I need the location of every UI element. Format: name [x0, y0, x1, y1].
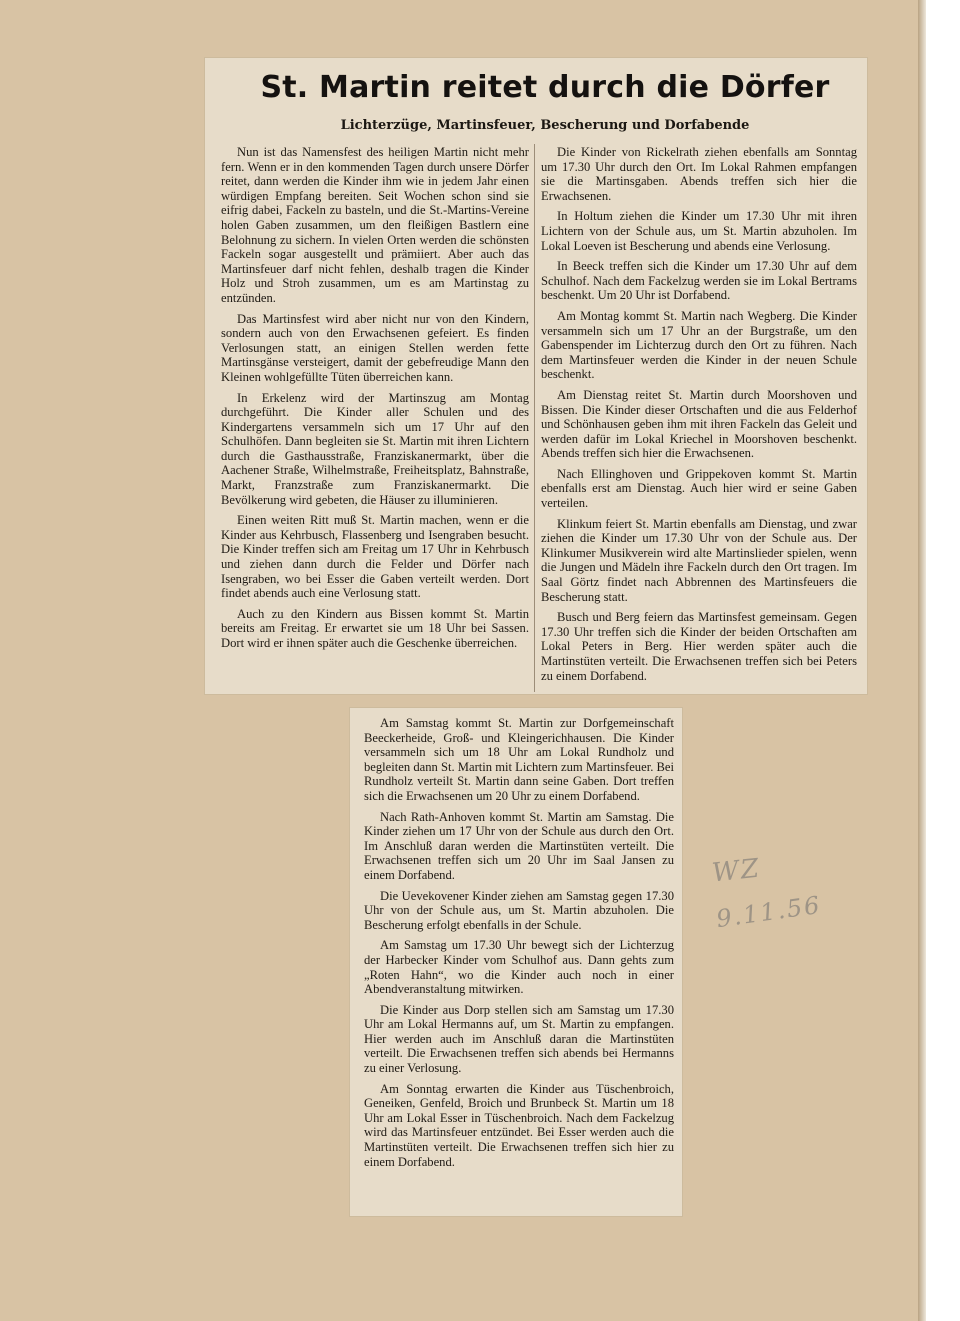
paragraph: In Beeck treffen sich die Kinder um 17.30 Uhr auf dem Schulhof. Nach dem Fackelzug werden sie im Lokal Bertrams beschenkt. Um 20 Uhr ist Dorfabend. [541, 259, 857, 303]
paragraph: Das Martinsfest wird aber nicht nur von den Kindern, sondern auch von den Erwachsenen gefeiert. Es finden Verlosungen statt, an einigen Stellen werden fette Martinsgänse versteigert, damit der gebefreudige Mann den Kleinen wohlgefüllte Tüten überreichen kann. [221, 311, 529, 384]
handwritten-date: 9.11.56 [714, 890, 824, 934]
paragraph: Am Montag kommt St. Martin nach Wegberg. Die Kinder versammeln sich um 17 Uhr an der Burgstraße, um den Gabenspender im Lichterzug durch den Ort zu führen. Nach dem Martinsfeuer werden die Kinder in der neuen Schule beschenkt. [541, 308, 857, 382]
paragraph: Nun ist das Namensfest des heiligen Martin nicht mehr fern. Wenn er in den kommenden Tagen durch unsere Dörfer reitet, dann werden die Kinder ihm wie in jedem Jahr einen würdigen Empfang bereiten. Seit Wochen schon sind sie eifrig dabei, Fackeln zu basteln, und die St.-Martins-Vereine holen Gaben zusammen, um den fleißigen Bastlern eine Belohnung zu sichern. In vielen Orten werden die schönsten Fackeln sogar ausgestellt und prämiiert. Aber auch das Martinsfeuer darf nicht fehlen, deshalb tragen die Kinder Holz und Stroh zusammen, um es am Martinstag zu entzünden. [221, 145, 529, 305]
paragraph: Auch zu den Kindern aus Bissen kommt St. Martin bereits am Freitag. Er erwartet sie um 18 Uhr bei Sassen. Dort wird er ihnen später auch die Geschenke überreichen. [221, 606, 529, 650]
handwritten-source: WZ [710, 853, 763, 889]
paragraph: Nach Ellinghoven und Grippekoven kommt St. Martin ebenfalls erst am Dienstag. Auch hier wird er seine Gaben verteilen. [541, 466, 857, 511]
paragraph: Die Uevekovener Kinder ziehen am Samstag gegen 17.30 Uhr von der Schule aus, um St. Martin abzuholen. Die Bescherung erfolgt ebenfalls in der Schule. [364, 888, 674, 932]
paragraph: In Erkelenz wird der Martinszug am Montag durchgeführt. Die Kinder aller Schulen und des Kindergartens versammeln sich um 17 Uhr auf den Schulhöfen. Dann begleiten sie St. Martin mit ihren Lichtern durch die Gasthausstraße, Franziskanermarkt, über die Aachener Straße, Wilhelmstraße, Freiheitsplatz, Bahnstraße, Markt, Franzstraße zum Franziskanermarkt. Die Bevölkerung wird gebeten, die Häuser zu illuminieren. [221, 390, 529, 507]
clipping-main [205, 58, 867, 694]
paragraph: Die Kinder von Rickelrath ziehen ebenfalls am Sonntag um 17.30 Uhr durch den Ort. Im Lokal Rahmen empfangen sie die Martinsgaben. Abends treffen sich hier die Erwachsenen. [541, 145, 857, 203]
paragraph: In Holtum ziehen die Kinder um 17.30 Uhr mit ihren Lichtern von der Schule aus, um St. Martin abzuholen. Im Lokal Loeven ist Bescherung und abends eine Verlosung. [541, 209, 857, 253]
paragraph: Die Kinder aus Dorp stellen sich am Samstag um 17.30 Uhr am Lokal Hermanns auf, um St. Martin zu empfangen. Hier werden auch im Anschluß daran die Martinstüten verteilt. Die Erwachsenen treffen sich abends bei Hermanns zu einer Verlosung. [364, 1002, 674, 1076]
clipping-continuation [350, 708, 682, 1216]
column-divider [534, 144, 535, 692]
subheadline: Lichterzüge, Martinsfeuer, Bescherung und Dorfabende [340, 118, 750, 133]
column-right [541, 145, 857, 689]
headline: St. Martin reitet durch die Dörfer [260, 70, 830, 105]
paragraph: Nach Rath-Anhoven kommt St. Martin am Samstag. Die Kinder ziehen um 17 Uhr von der Schule aus durch den Ort. Im Anschluß daran werden die Martinstüten verteilt. Die Erwachsenen treffen sich um 20 Uhr im Saal Jansen zu einem Dorfabend. [364, 809, 674, 882]
paragraph: Klinkum feiert St. Martin ebenfalls am Dienstag, und zwar ziehen die Kinder um 17.30 Uhr von der Schule aus. Der Klinkumer Musikverein wird alte Martinslieder spielen, wenn die Jungen und Mädeln ihre Fackeln durch den Ort tragen. Im Saal Görtz findet nach Abbrennen des Martinsfeuers die Bescherung statt. [541, 516, 857, 604]
paragraph: Am Samstag um 17.30 Uhr bewegt sich der Lichterzug der Harbecker Kinder vom Schulhof aus. Dann gehts zum „Roten Hahn“, wo die Kinder auch noch in einer Abendveranstaltung mitwirken. [364, 938, 674, 997]
column-left [221, 145, 529, 657]
paragraph: Am Sonntag erwarten die Kinder aus Tüschenbroich, Geneiken, Genfeld, Broich und Brunbeck St. Martin um 18 Uhr am Lokal Esser in Tüschenbroich. Nach dem Fackelzug wird das Martinsfeuer entzündet. Bei Esser werden auch die Martinstüten verteilt. Die Erwachsenen treffen sich hier zu einem Dorfabend. [364, 1081, 674, 1169]
paragraph: Einen weiten Ritt muß St. Martin machen, wenn er die Kinder aus Kehrbusch, Flassenberg und Isengraben besucht. Die Kinder treffen sich am Freitag um 17 Uhr in Kehrbusch und ziehen dann durch die Felder und Dörfer nach Isengraben, wo bei Esser die Gaben verteilt werden. Dort findet abends auch eine Verlosung statt. [221, 513, 529, 601]
paragraph: Am Samstag kommt St. Martin zur Dorfgemeinschaft Beeckerheide, Groß- und Kleingerichhausen. Die Kinder versammeln sich um 18 Uhr am Lokal Rundholz und begleiten dann St. Martin mit Lichtern zum Martinsfeuer. Bei Rundholz verteilt St. Martin dann seine Gaben. Dort treffen sich die Erwachsenen um 20 Uhr zu einem Dorfabend. [364, 716, 674, 803]
paragraph: Am Dienstag reitet St. Martin durch Moorshoven und Bissen. Die Kinder dieser Ortschaften und die aus Felderhof und Schönhausen geben ihm mit ihren Fackeln das Geleit und werden dafür im Lokal Kriechel in Moorshoven beschenkt. Abends treffen sich hier die Erwachsenen. [541, 387, 857, 461]
page-edge [918, 0, 926, 1321]
paragraph: Busch und Berg feiern das Martinsfest gemeinsam. Gegen 17.30 Uhr treffen sich die Kinder der beiden Ortschaften am Lokal Peters in Berg. Hier werden später auch die Martinstüten verteilt. Die Erwachsenen treffen sich bei Peters zu einem Dorfabend. [541, 610, 857, 683]
column-bottom [364, 716, 674, 1175]
